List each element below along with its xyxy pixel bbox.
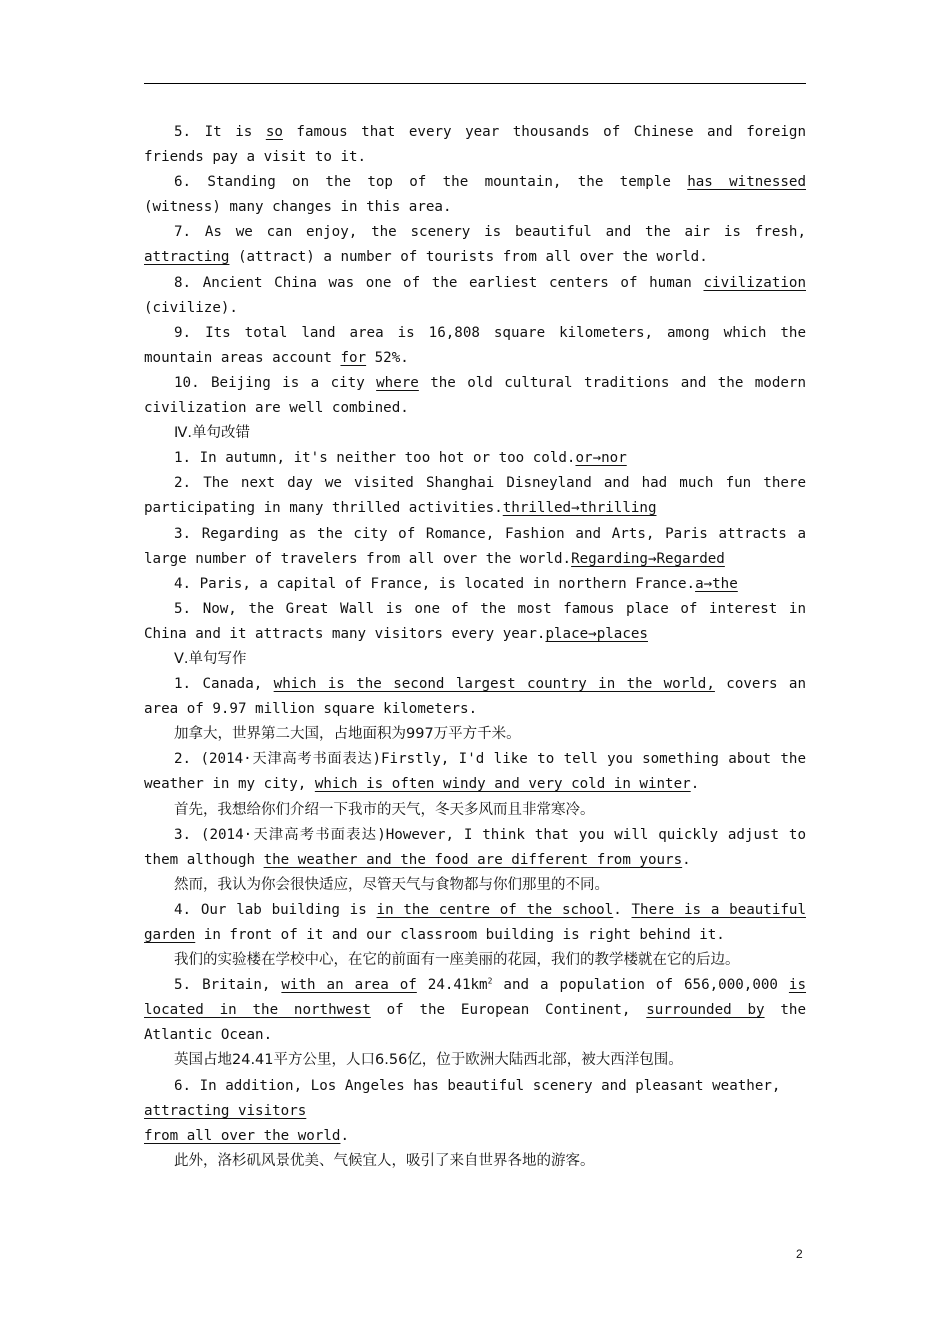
s3-q9: 9. Its total land area is 16,808 square kilometers, among which the mountain areas account for 52%. — [144, 324, 806, 366]
s5-q2-chinese: 首先，我想给你们介绍一下我市的天气，冬天多风而且非常寒冷。 — [174, 801, 595, 818]
answer: has witnessed — [687, 174, 807, 191]
answer: from all over the world — [144, 1127, 341, 1144]
s3-q7: 7. As we can enjoy, the scenery is beautiful and the air is fresh, attracting (attract) a number of tourists from all over the world. — [144, 224, 806, 266]
s3-q5: 5. It is so famous that every year thousands of Chinese and foreign friends pay a visit to it. — [144, 124, 806, 166]
section-heading-v: Ⅴ.单句写作 — [174, 650, 247, 667]
answer: There is a beautiful garden — [144, 901, 806, 943]
s5-q5: 5. Britain, with an area of $24.41km^2$ and a population of 656,000,000 is located in the northwest of the European Continent, surrounded by the Atlantic Ocean. — [144, 976, 807, 1044]
page-number: 2 — [796, 1247, 803, 1261]
correction: a→the — [695, 575, 738, 592]
correction: place→places — [545, 625, 648, 642]
s4-q2: 2. The next day we visited Shanghai Disneyland and had much fun there participating in many thrilled activities.thrilled→thrilling — [144, 475, 806, 517]
answer: the weather and the food are different from yours — [263, 851, 683, 868]
answer: attracting — [144, 249, 230, 266]
s4-q5: 5. Now, the Great Wall is one of the most famous place of interest in China and it attracts many visitors every year.place→places — [144, 600, 806, 642]
s3-q8: 8. Ancient China was one of the earliest centers of human civilization (civilize). — [144, 274, 806, 316]
s3-q6: 6. Standing on the top of the mountain, the temple has witnessed (witness) many changes in this area. — [144, 174, 807, 216]
s5-q1: 1. Canada, which is the second largest country in the world, covers an area of 9.97 million square kilometers. — [144, 676, 806, 718]
s5-q3-chinese: 然而，我认为你会很快适应，尽管天气与食物都与你们那里的不同。 — [174, 876, 609, 893]
s5-q4: 4. Our lab building is in the centre of the school. There is a beautiful garden in front of it and our classroom building is right behind it. — [144, 901, 806, 943]
correction: Regarding→Regarded — [571, 550, 725, 567]
s3-q10: 10. Beijing is a city where the old cultural traditions and the modern civilization are well combined. — [144, 374, 807, 417]
s5-q2: 2. (2014·天津高考书面表达)Firstly, I'd like to tell you something about the weather in my city, which is often windy and very cold in winter. — [144, 751, 806, 793]
correction: thrilled→thrilling — [502, 500, 657, 517]
s4-q3: 3. Regarding as the city of Romance, Fashion and Arts, Paris attracts a large number of travelers from all over the world.Regarding→Regarded — [144, 525, 806, 567]
answer: civilization — [703, 274, 806, 291]
document-body — [144, 120, 806, 1174]
answer: with an area of — [281, 977, 417, 994]
answer: for — [340, 349, 367, 366]
s5-q6-chinese: 此外，洛杉矶风景优美、气候宜人，吸引了来自世界各地的游客。 — [174, 1152, 595, 1169]
answer: which is often windy and very cold in winter — [314, 776, 691, 793]
s5-q4-chinese: 我们的实验楼在学校中心，在它的前面有一座美丽的花园，我们的教学楼就在它的后边。 — [174, 952, 740, 969]
s5-q1-chinese: 加拿大，世界第二大国，占地面积为997万平方千米。 — [174, 726, 521, 743]
section-heading-iv: Ⅳ.单句改错 — [174, 425, 250, 442]
answer: surrounded by — [646, 1002, 765, 1019]
s4-q4: 4. Paris, a capital of France, is located in northern France.a→the — [174, 575, 738, 592]
s5-q3: 3. (2014·天津高考书面表达)However, I think that you will quickly adjust to them although the weather and the food are different from yours. — [144, 826, 806, 868]
answer: so — [265, 124, 283, 140]
answer: attracting visitors — [144, 1102, 307, 1119]
answer: which is the second largest country in the world, — [273, 676, 715, 693]
s4-q1: 1. In autumn, it's neither too hot or too cold.or→nor — [174, 450, 627, 467]
superscript: 2 — [487, 976, 493, 986]
header-rule — [144, 83, 806, 84]
s5-q6: 6. In addition, Los Angeles has beautiful scenery and pleasant weather, attracting visitors from all over the world. — [144, 1077, 781, 1144]
s5-q5-chinese: 英国占地24.41平方公里，人口6.56亿，位于欧洲大陆西北部，被大西洋包围。 — [174, 1052, 683, 1069]
answer: where — [376, 374, 419, 391]
correction: or→nor — [575, 450, 627, 467]
answer: is located in the northwest — [144, 977, 807, 1019]
answer: in the centre of the school — [376, 901, 614, 918]
